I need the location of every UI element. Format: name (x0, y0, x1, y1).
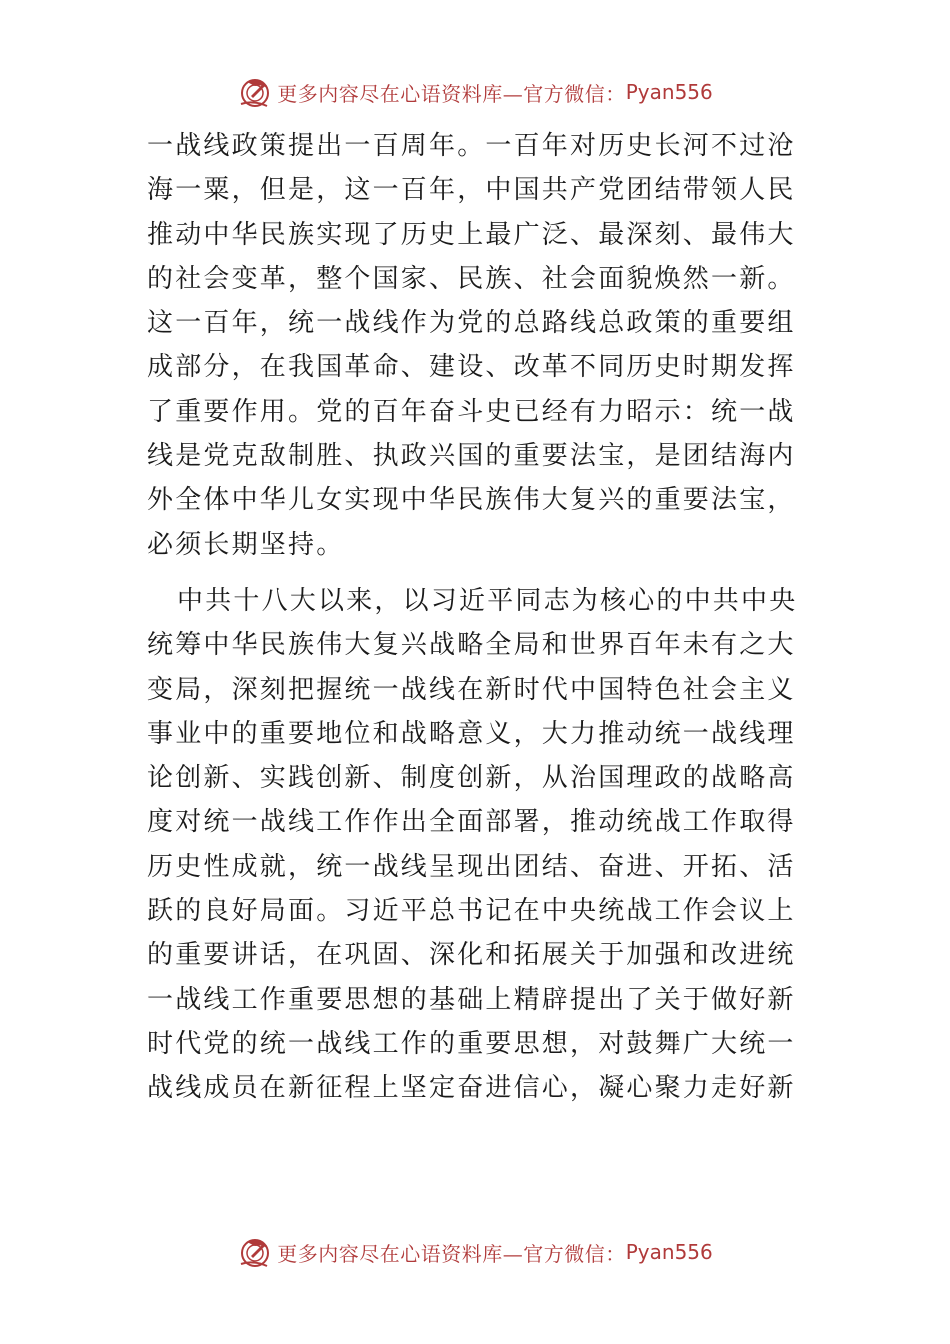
document-body (147, 124, 807, 1111)
text-line: 度对统一战线工作作出全面部署，推动统战工作取得 (147, 807, 796, 838)
text-line: 历史性成就，统一战线呈现出团结、奋进、开拓、活 (147, 851, 796, 882)
text-line: 海一粟，但是，这一百年，中国共产党团结带领人民 (147, 175, 796, 206)
text-line: 线是党克敌制胜、执政兴国的重要法宝，是团结海内 (147, 441, 796, 472)
text-line: 一战线工作重要思想的基础上精辟提出了关于做好新 (147, 984, 796, 1015)
paragraph-gap (147, 567, 807, 579)
text-line: 战线成员在新征程上坚定奋进信心，凝心聚力走好新 (147, 1073, 796, 1104)
text-line: 推动中华民族实现了历史上最广泛、最深刻、最伟大 (147, 219, 796, 250)
text-line: 外全体中华儿女实现中华民族伟大复兴的重要法宝， (147, 485, 796, 516)
text-line: 成部分，在我国革命、建设、改革不同历史时期发挥 (147, 352, 796, 383)
text-line: 中共十八大以来，以习近平同志为核心的中共中央 (177, 585, 798, 616)
text-line: 一战线政策提出一百周年。一百年对历史长河不过沧 (147, 131, 796, 161)
paragraph (147, 579, 807, 1111)
logo-icon (237, 74, 273, 110)
text-line: 必须长期坚持。 (147, 529, 345, 560)
footer-wechat-id: Pyan556 (625, 1240, 713, 1264)
logo-icon (237, 1234, 273, 1270)
text-line: 的社会变革，整个国家、民族、社会面貌焕然一新。 (147, 263, 796, 294)
header-wechat-id: Pyan556 (625, 80, 713, 104)
text-line: 变局，深刻把握统一战线在新时代中国特色社会主义 (147, 674, 796, 705)
text-line: 事业中的重要地位和战略意义，大力推动统一战线理 (147, 718, 796, 749)
header-banner (0, 72, 950, 112)
text-line: 论创新、实践创新、制度创新，从治国理政的战略高 (147, 763, 796, 794)
paragraph (147, 124, 807, 567)
text-line: 时代党的统一战线工作的重要思想，对鼓舞广大统一 (147, 1028, 796, 1059)
header-banner-text: 更多内容尽在心语资料库—官方微信： (277, 81, 626, 106)
text-line: 这一百年，统一战线作为党的总路线总政策的重要组 (147, 308, 796, 339)
footer-banner (0, 1232, 950, 1272)
text-line: 跃的良好局面。习近平总书记在中央统战工作会议上 (147, 896, 796, 927)
text-line: 的重要讲话，在巩固、深化和拓展关于加强和改进统 (147, 940, 796, 971)
footer-banner-text: 更多内容尽在心语资料库—官方微信： (277, 1241, 626, 1266)
text-line: 统筹中华民族伟大复兴战略全局和世界百年未有之大 (147, 630, 796, 661)
text-line: 了重要作用。党的百年奋斗史已经有力昭示：统一战 (147, 396, 796, 427)
